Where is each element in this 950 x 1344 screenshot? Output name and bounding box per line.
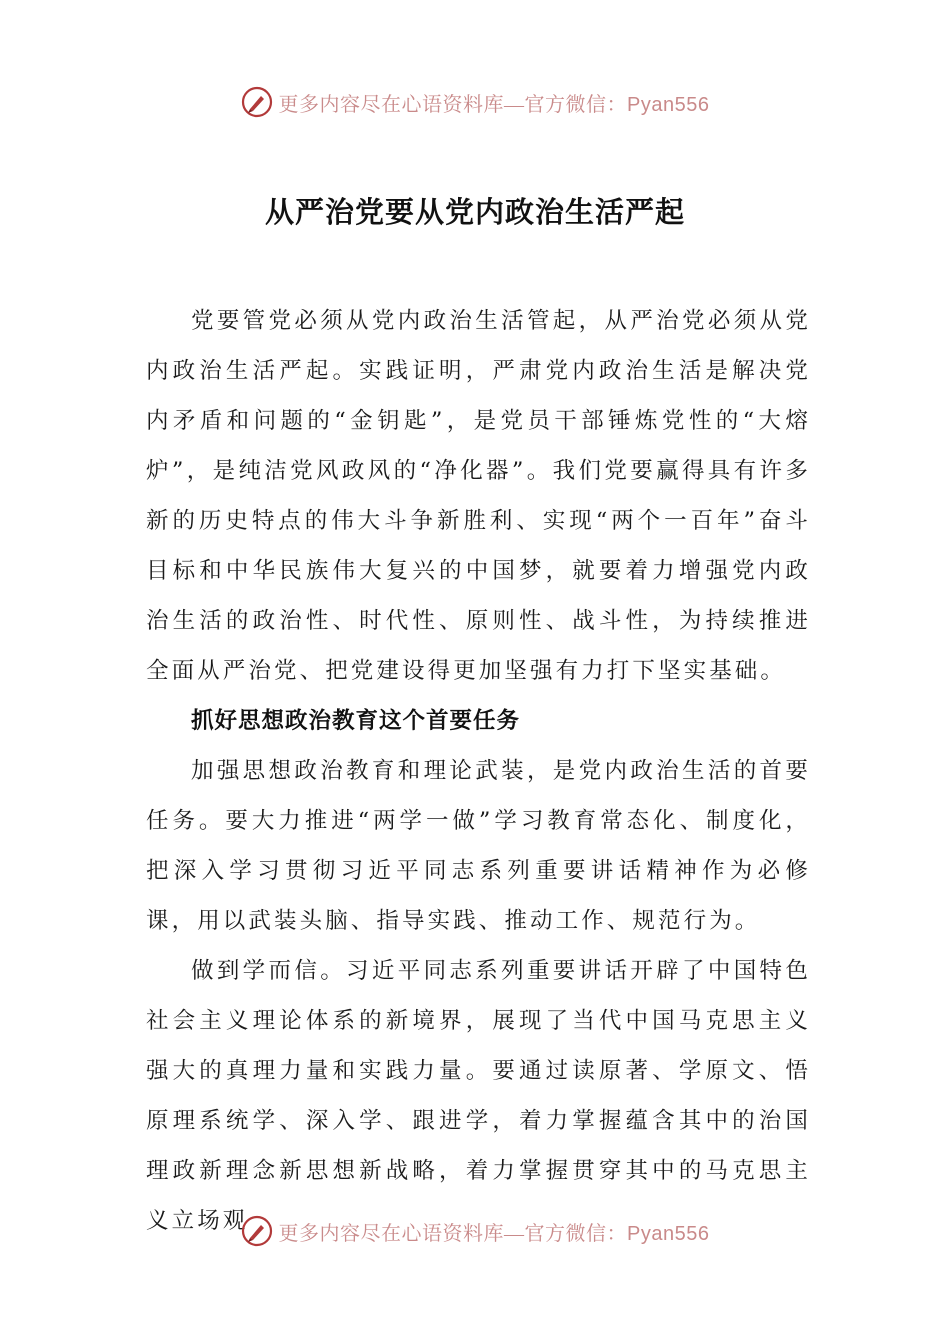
watermark-wechat-id: Pyan556 — [627, 93, 710, 116]
watermark-banner-bottom — [0, 1211, 950, 1251]
watermark-text: 更多内容尽在心语资料库—官方微信：Pyan556 — [278, 1222, 710, 1245]
pen-logo-icon — [241, 86, 273, 118]
watermark-banner-top — [0, 82, 950, 122]
document-title: 从严治党要从党内政治生活严起 — [264, 195, 685, 229]
watermark-text: 更多内容尽在心语资料库—官方微信：Pyan556 — [278, 93, 710, 116]
watermark-wechat-id: Pyan556 — [627, 1222, 710, 1245]
section-paragraph-1: 加强思想政治教育和理论武装，是党内政治生活的首要任务。要大力推进“两学一做”学习教育常态化、制度化，把深入学习贯彻习近平同志系列重要讲话精神作为必修课，用以武装头脑、指导实践、推动工作、规范行为。 — [146, 758, 811, 934]
section-paragraph-2: 做到学而信。习近平同志系列重要讲话开辟了中国特色社会主义理论体系的新境界，展现了当代中国马克思主义强大的真理力量和实践力量。要通过读原著、学原文、悟原理系统学、深入学、跟进学，着力掌握蕴含其中的治国理政新理念新思想新战略，着力掌握贯穿其中的马克思主义立场观 — [146, 958, 811, 1234]
section-heading: 抓好思想政治教育这个首要任务 — [191, 708, 521, 734]
pen-logo-icon — [241, 1215, 273, 1247]
intro-paragraph: 党要管党必须从党内政治生活管起，从严治党必须从党内政治生活严起。实践证明，严肃党内政治生活是解决党内矛盾和问题的“金钥匙”，是党员干部锤炼党性的“大熔炉”，是纯洁党风政风的“净化器”。我们党要赢得具有许多新的历史特点的伟大斗争新胜利、实现“两个一百年”奋斗目标和中华民族伟大复兴的中国梦，就要着力增强党内政治生活的政治性、时代性、原则性、战斗性，为持续推进全面从严治党、把党建设得更加坚强有力打下坚实基础。 — [146, 308, 811, 684]
document-body — [146, 296, 811, 1246]
